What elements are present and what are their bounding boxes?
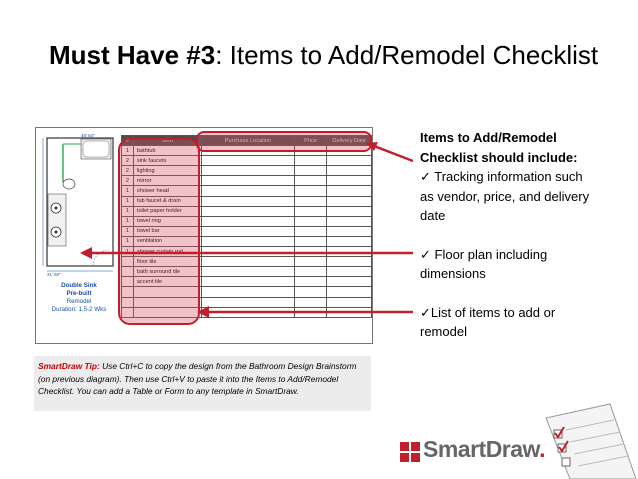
row-item: floor tile [133, 257, 201, 267]
bullet-floor-plan: dimensions [420, 266, 486, 281]
smartdraw-logo-icon [398, 440, 422, 464]
bullet-items-list: remodel [420, 324, 467, 339]
row-item: toilet paper holder [133, 206, 201, 216]
plan-dimension-bottom: 31' 50" [47, 272, 61, 277]
col-header: Delivery Date [327, 136, 372, 146]
bullet-items-list: ✓List of items to add or [420, 304, 556, 320]
arrow-to-header [366, 142, 413, 161]
row-number: 2 [122, 166, 134, 176]
bullet-tracking: date [420, 208, 446, 223]
row-number: 1 [122, 247, 134, 257]
caption-line: Duration: 1.5-2 Wks [51, 306, 107, 313]
smartdraw-logo-text [423, 436, 545, 463]
row-number: 1 [122, 196, 134, 206]
row-number: 1 [122, 146, 134, 156]
side-heading: Checklist should include: [420, 149, 578, 165]
row-number: 1 [122, 206, 134, 216]
col-header: Item [133, 136, 201, 146]
arrow-to-floor-plan [80, 247, 413, 259]
col-header: Purchase Location [202, 136, 295, 146]
row-item: lighting [133, 166, 201, 176]
caption-line: Pre-built [66, 290, 92, 297]
caption-line: Double Sink [61, 282, 97, 289]
arrow-to-items [197, 306, 413, 318]
tip-text: Use Ctrl+C to copy the design from the Bathroom Design Brainstorm (on previous diagram). Then use Ctrl+V to paste it into the Items to Add/Remodel Checklist. You can add a Table or Form to any template in SmartDraw. [38, 361, 357, 396]
slide-title-rest: : Items to Add/Remodel Checklist [215, 40, 599, 70]
row-number: 1 [122, 216, 134, 226]
row-item: towel bar [133, 226, 201, 236]
logo-trademark: . [539, 436, 545, 462]
row-number: 1 [122, 226, 134, 236]
row-item: accent tile [133, 277, 201, 287]
bullet-tracking: ✓ Tracking information such [420, 169, 583, 184]
col-header: # [122, 136, 134, 146]
plan-dimension-top: 48' 64" [81, 134, 95, 138]
slide-title-bold: Must Have #3 [49, 40, 216, 70]
logo-name: SmartDraw [423, 436, 540, 462]
row-item: ventilation [133, 236, 201, 246]
row-item: tub faucet & drain [133, 196, 201, 206]
row-item: shower curtain rod [133, 247, 201, 257]
row-item: sink faucets [133, 156, 201, 166]
side-heading: Items to Add/Remodel [420, 130, 557, 145]
bullet-tracking: as vendor, price, and delivery [420, 188, 590, 204]
caption-line: Remodel [66, 298, 92, 305]
row-item: mirror [133, 176, 201, 186]
col-header: Price [294, 136, 326, 146]
row-number: 1 [122, 236, 134, 246]
row-item: bathtub [133, 146, 201, 156]
row-number: 1 [122, 186, 134, 196]
row-item: towel ring [133, 216, 201, 226]
row-number: 2 [122, 156, 134, 166]
row-item: bath surround tile [133, 267, 201, 277]
row-item: shower head [133, 186, 201, 196]
row-number: 2 [122, 176, 134, 186]
bullet-floor-plan: ✓ Floor plan including [420, 246, 548, 262]
tip-label: SmartDraw Tip: [38, 361, 100, 371]
